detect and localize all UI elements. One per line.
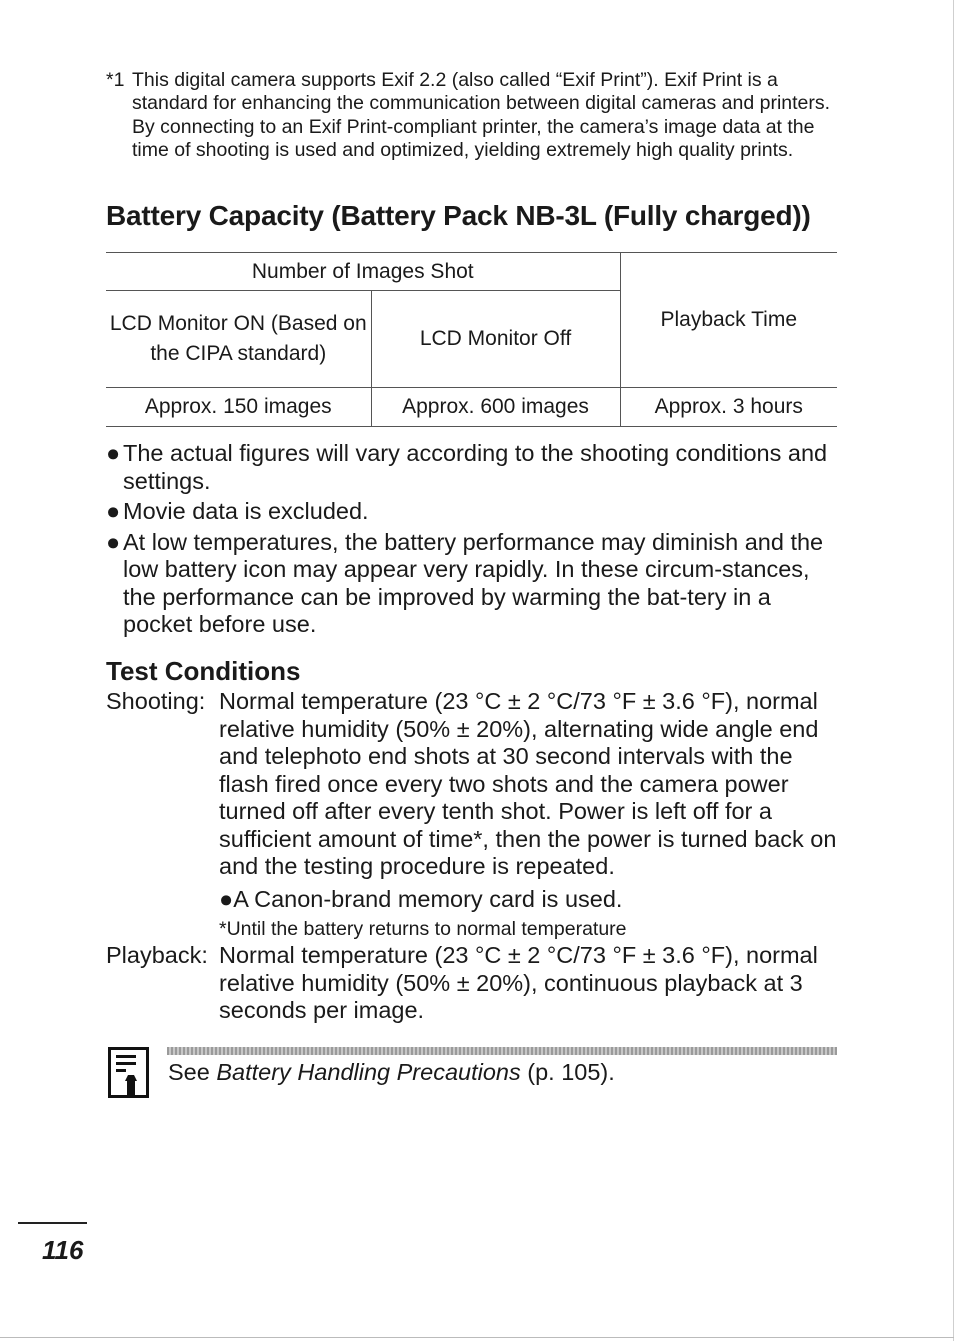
test-conditions-heading: Test Conditions xyxy=(106,656,301,686)
shooting-conditions-text: Normal temperature (23 °C ± 2 °C/73 °F ± 3.6 °F), normal relative humidity (50% ± 20%), alternating wide angle end and telephoto end shots at 30 second intervals with the flash fired once every two shots and the camera power turned off after every tenth shot. Power is left off for a sufficient amount of time*, then the power is turned back on and the testing procedure is repeated. xyxy=(219,688,837,879)
reference-page: (p. 105). xyxy=(527,1059,615,1085)
reference-divider xyxy=(167,1047,837,1055)
value-lcd-on-images: Approx. 150 images xyxy=(106,388,371,427)
playback-conditions-text: Normal temperature (23 °C ± 2 °C/73 °F ± 3.6 °F), normal relative humidity (50% ± 20%), continuous playback at 3 seconds per image. xyxy=(219,942,818,1023)
footnote-marker: *1 xyxy=(106,69,125,91)
memory-card-note-text: A Canon-brand memory card is used. xyxy=(233,886,623,912)
reference-link[interactable] xyxy=(168,1058,615,1086)
page-number: 116 xyxy=(42,1235,84,1265)
page-edge-bottom xyxy=(0,1337,954,1338)
header-playback-time: Playback Time xyxy=(620,253,837,388)
list-item xyxy=(106,440,836,495)
battery-capacity-table xyxy=(106,252,837,427)
memory-card-note xyxy=(219,886,622,914)
value-playback-time: Approx. 3 hours xyxy=(620,388,837,427)
shooting-label: Shooting: xyxy=(106,688,206,714)
note-text: At low temperatures, the battery performance may diminish and the low battery icon may appear very rapidly. In these circum-stances, the performance can be improved by warming the bat-tery in a pocket before use. xyxy=(123,528,824,637)
reference-title: Battery Handling Precautions xyxy=(216,1059,521,1085)
note-text: Movie data is excluded. xyxy=(123,498,369,524)
exif-footnote xyxy=(106,69,846,162)
footnote-text: This digital camera supports Exif 2.2 (also called “Exif Print”). Exif Print is a standard for enhancing the communication between digital cameras and printers. By connecting to an Exif Print-compliant printer, the camera’s image data at the time of shooting is used and optimized, yielding extremely high quality prints. xyxy=(132,69,831,161)
page-number-rule xyxy=(18,1222,87,1224)
reference-note-icon xyxy=(108,1047,150,1099)
header-number-of-images: Number of Images Shot xyxy=(106,253,620,291)
bullet-icon: ● xyxy=(106,440,121,466)
list-item xyxy=(106,529,836,639)
reference-prefix: See xyxy=(168,1059,210,1085)
battery-capacity-heading: Battery Capacity (Battery Pack NB-3L (Fully charged)) xyxy=(106,200,811,231)
note-text: The actual figures will vary according to the shooting conditions and settings. xyxy=(123,440,828,494)
temperature-footnote: *Until the battery returns to normal temperature xyxy=(219,918,627,940)
value-lcd-off-images: Approx. 600 images xyxy=(371,388,620,427)
list-item xyxy=(106,498,836,526)
bullet-icon: ● xyxy=(106,528,121,555)
header-lcd-monitor-on: LCD Monitor ON (Based on the CIPA standard) xyxy=(106,291,371,388)
playback-label: Playback: xyxy=(106,942,208,968)
battery-notes-list xyxy=(106,440,836,642)
bullet-icon: ● xyxy=(219,886,234,912)
bullet-icon: ● xyxy=(106,498,121,524)
header-lcd-monitor-off: LCD Monitor Off xyxy=(371,291,620,388)
